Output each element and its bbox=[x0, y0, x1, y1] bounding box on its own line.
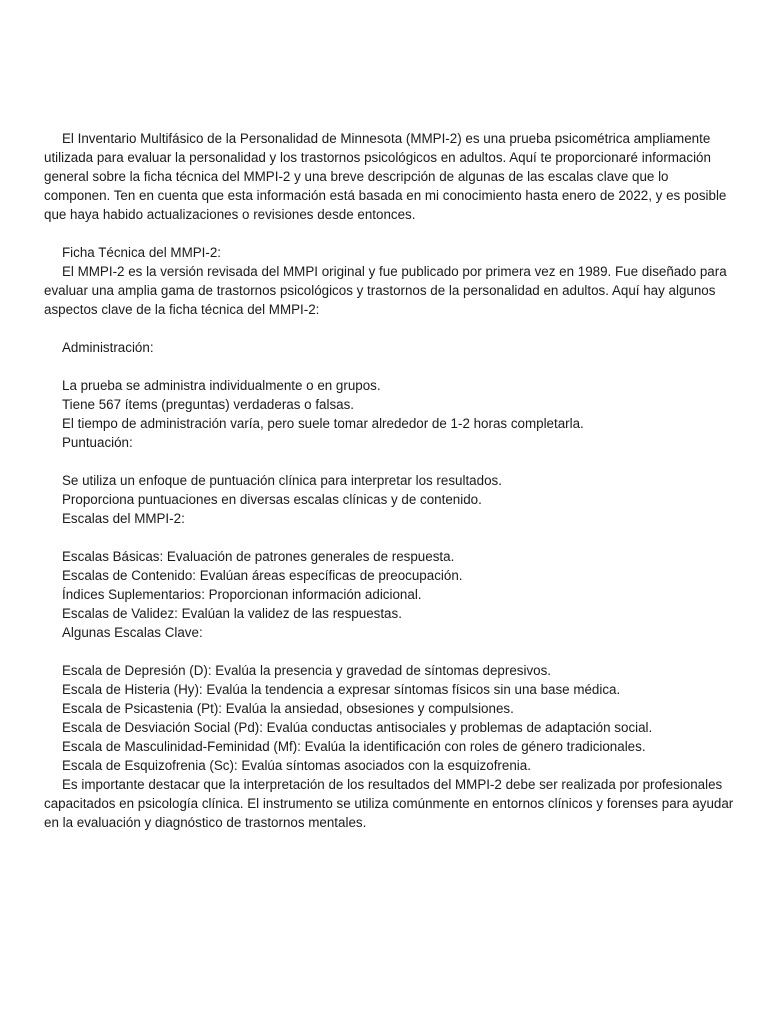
puntuacion-item: Se utiliza un enfoque de puntuación clínica para interpretar los resultados. bbox=[62, 473, 502, 488]
administracion-item: El tiempo de administración varía, pero suele tomar alrededor de 1-2 horas completarla. bbox=[62, 416, 584, 431]
intro-paragraph: El Inventario Multifásico de la Personalidad de Minnesota (MMPI-2) es una prueba psicométrica ampliamente utilizada para evaluar la personalidad y los trastornos psicológicos en adultos. Aquí te proporcionaré información general sobre la ficha técnica del MMPI-2 y una breve descripción de algunas de las escalas clave que lo componen. Ten en cuenta que esta información está basada en mi conocimiento hasta enero de 2022, y es posible que haya habido actualizaciones o revisiones desde entonces. bbox=[44, 131, 727, 222]
escalas-item: Escalas de Validez: Evalúan la validez de las respuestas. bbox=[62, 606, 402, 621]
clave-item: Escala de Histeria (Hy): Evalúa la tendencia a expresar síntomas físicos sin una base médica. bbox=[62, 682, 621, 697]
escalas-item: Escalas Básicas: Evaluación de patrones generales de respuesta. bbox=[62, 549, 455, 564]
clave-item: Escala de Esquizofrenia (Sc): Evalúa síntomas asociados con la esquizofrenia. bbox=[62, 758, 531, 773]
clave-item: Escala de Depresión (D): Evalúa la presencia y gravedad de síntomas depresivos. bbox=[62, 663, 552, 678]
clave-item: Escala de Desviación Social (Pd): Evalúa conductas antisociales y problemas de adaptación social. bbox=[62, 720, 653, 735]
escalas-item: Índices Suplementarios: Proporcionan información adicional. bbox=[62, 587, 422, 602]
clave-item: Escala de Masculinidad-Feminidad (Mf): Evalúa la identificación con roles de género tradicionales. bbox=[62, 739, 646, 754]
puntuacion-heading: Puntuación: bbox=[62, 435, 133, 450]
document-body bbox=[44, 129, 734, 832]
ficha-heading: Ficha Técnica del MMPI-2: bbox=[62, 245, 222, 260]
administracion-item: La prueba se administra individualmente o en grupos. bbox=[62, 378, 381, 393]
ficha-paragraph: El MMPI-2 es la versión revisada del MMPI original y fue publicado por primera vez en 1989. Fue diseñado para evaluar una amplia gama de trastornos psicológicos y trastornos de la personalidad en adultos. Aquí hay algunos aspectos clave de la ficha técnica del MMPI-2: bbox=[44, 264, 727, 317]
conclusion-paragraph: Es importante destacar que la interpretación de los resultados del MMPI-2 debe ser realizada por profesionales capacitados en psicología clínica. El instrumento se utiliza comúnmente en entornos clínicos y forenses para ayudar en la evaluación y diagnóstico de trastornos mentales. bbox=[44, 777, 734, 830]
escalas-heading: Escalas del MMPI-2: bbox=[62, 511, 185, 526]
clave-heading: Algunas Escalas Clave: bbox=[62, 625, 203, 640]
escalas-item: Escalas de Contenido: Evalúan áreas específicas de preocupación. bbox=[62, 568, 463, 583]
administracion-item: Tiene 567 ítems (preguntas) verdaderas o falsas. bbox=[62, 397, 355, 412]
clave-item: Escala de Psicastenia (Pt): Evalúa la ansiedad, obsesiones y compulsiones. bbox=[62, 701, 514, 716]
administracion-heading: Administración: bbox=[62, 340, 154, 355]
puntuacion-item: Proporciona puntuaciones en diversas escalas clínicas y de contenido. bbox=[62, 492, 482, 507]
